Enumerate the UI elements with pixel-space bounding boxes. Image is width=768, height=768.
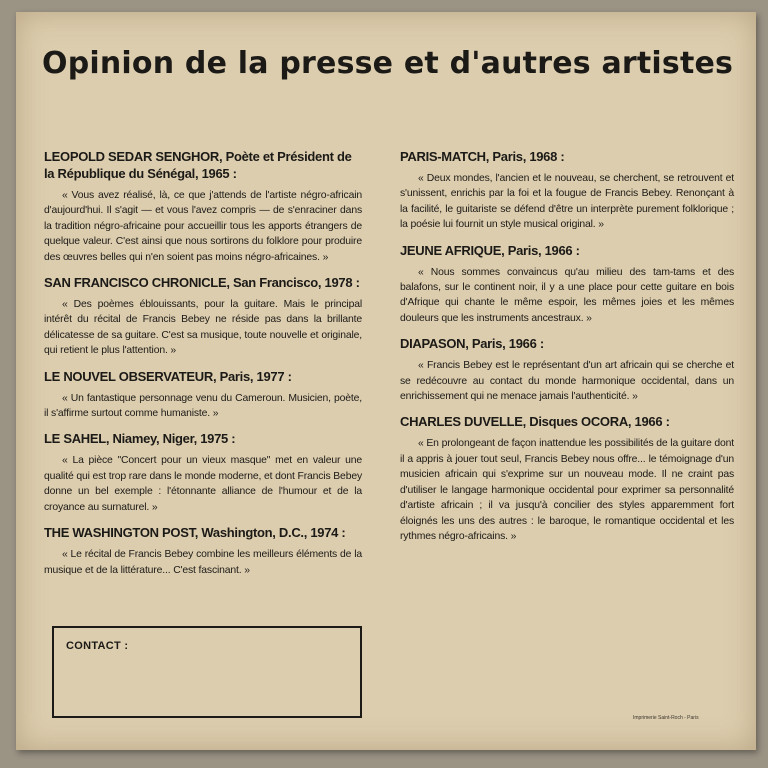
press-quote: « Francis Bebey est le représentant d'un art africain qui se cherche et se redécouvre au contact du monde harmonique occidental, dans un enrichissement qui ne menace jamais l'authenticité. » <box>400 360 734 403</box>
press-source: PARIS-MATCH, Paris, 1968 : <box>400 149 565 164</box>
press-source: DIAPASON, Paris, 1966 : <box>400 336 544 352</box>
press-entry <box>44 430 362 515</box>
contact-box <box>52 626 362 718</box>
press-entry <box>400 335 734 404</box>
press-source: LEOPOLD SEDAR SENGHOR, Poète et Président de la République du Sénégal, 1965 : <box>44 149 352 181</box>
press-entry <box>400 413 734 544</box>
record-sleeve-back <box>16 12 756 750</box>
left-column <box>44 148 362 587</box>
press-entry <box>44 524 362 578</box>
press-entry <box>400 148 734 233</box>
press-quote: « Deux mondes, l'ancien et le nouveau, se cherchent, se retrouvent et s'unissent, enrichis par la foi et la fougue de Francis Bebey. Renonçant à la facilité, le guitariste se défend d'être un interprète purement folklorique ; la poésie lui fournit un style musical original. » <box>400 173 734 231</box>
press-quote: « En prolongeant de façon inattendue les possibilités de la guitare dont il a appris à jouer tout seul, Francis Bebey nous offre... le témoignage d'un musicien africain qui s'exprime sur un nouveau mode. Il ne craint pas d'utiliser le langage harmonique occidental pour exprimer sa personnalité d'artiste africain ; il va jusqu'à concilier des styles apparemment fort éloignés les uns des autres : le baroque, le romantique occidental et les rythmes négro-africains. » <box>400 438 734 542</box>
press-quote: « Nous sommes convaincus qu'au milieu des tam-tams et des balafons, sur le continent noir, il y a une place pour cette guitare en bois d'Afrique qui chante le même espoir, les mêmes joies et les mêmes douleurs que les instruments ancestraux. » <box>400 266 734 324</box>
press-quote: « La pièce "Concert pour un vieux masque" met en valeur une qualité qui est trop rare dans le monde moderne, et dont Francis Bebey donne un bel exemple : l'étonnante alliance de l'humour et de la croyance au surnaturel. » <box>44 455 362 513</box>
press-source: JEUNE AFRIQUE, Paris, 1966 : <box>400 242 580 258</box>
press-source: SAN FRANCISCO CHRONICLE, San Francisco, 1978 : <box>44 275 360 291</box>
press-quote: « Vous avez réalisé, là, ce que j'attends de l'artiste négro-africain d'aujourd'hui. Il s'agit — et vous l'avez compris — de s'enraciner dans la tradition négro-africaine pour accueillir tous les apports étrangers de quelque valeur. C'est ainsi que nous sortirons du folklore pour produire des œuvres belles qui n'en soient pas moins négro-africaines. » <box>44 190 362 263</box>
press-entry <box>44 274 362 359</box>
press-quote: « Le récital de Francis Bebey combine les meilleurs éléments de la musique et de la littérature... C'est fascinant. » <box>44 549 362 576</box>
press-source: THE WASHINGTON POST, Washington, D.C., 1974 : <box>44 525 346 541</box>
right-column <box>400 148 734 553</box>
press-entry <box>44 368 362 422</box>
contact-label: CONTACT : <box>66 640 129 652</box>
press-source: LE SAHEL, Niamey, Niger, 1975 : <box>44 431 236 447</box>
press-entry <box>44 148 362 265</box>
press-quote: « Des poèmes éblouissants, pour la guitare. Mais le principal intérêt du récital de Francis Bebey ne réside pas dans la brillante délicatesse de sa guitare. C'est sa musique, toute nouvelle et originale, qui retient le plus l'attention. » <box>44 299 362 357</box>
press-entry <box>400 242 734 327</box>
page-title: Opinion de la presse et d'autres artistes <box>42 46 734 81</box>
printer-credit: Imprimerie Saint-Roch - Paris <box>633 715 699 721</box>
press-source: LE NOUVEL OBSERVATEUR, Paris, 1977 : <box>44 368 292 384</box>
press-source: CHARLES DUVELLE, Disques OCORA, 1966 : <box>400 414 670 430</box>
press-quote: « Un fantastique personnage venu du Cameroun. Musicien, poète, il s'affirme surtout comme humaniste. » <box>44 392 362 420</box>
